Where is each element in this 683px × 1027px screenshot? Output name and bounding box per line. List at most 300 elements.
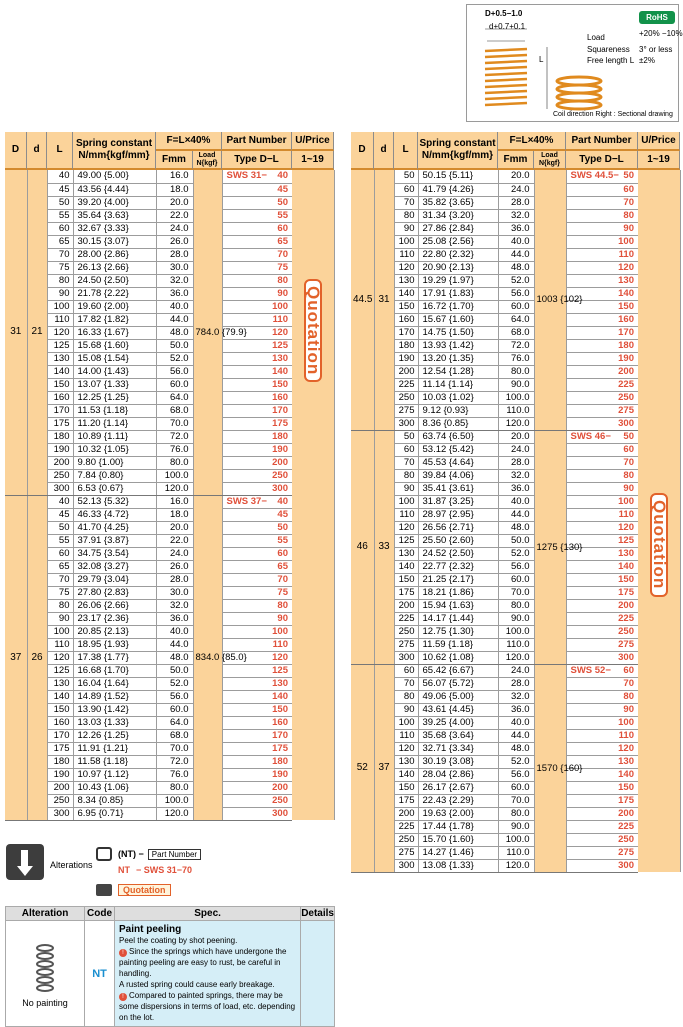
part-number-length: 45 — [277, 508, 288, 520]
part-number-length: 90 — [623, 222, 634, 234]
part-number-prefix: SWS 52− — [570, 664, 611, 676]
cell-fmm: 28.0 — [156, 573, 193, 586]
table-row — [5, 313, 334, 326]
table-row — [5, 599, 334, 612]
part-number-length: 170 — [272, 404, 288, 416]
part-number-length: 100 — [272, 625, 288, 637]
part-number-prefix: SWS 37− — [226, 495, 267, 507]
part-number-box: Part Number — [148, 849, 201, 860]
cell-fmm: 44.0 — [156, 638, 193, 651]
cell-L: 70 — [47, 248, 73, 261]
cell-fmm: 56.0 — [156, 365, 193, 378]
quotation-badge[interactable]: Quotation — [304, 279, 322, 382]
cell-spring-constant: 12.75 {1.30} — [418, 625, 498, 638]
cell-part-number — [566, 664, 638, 677]
right-h-d: d — [374, 132, 394, 170]
table-row — [351, 404, 680, 417]
cell-fmm: 18.0 — [156, 508, 193, 521]
table-row — [5, 469, 334, 482]
nt-example-row — [96, 862, 201, 878]
cell-L: 160 — [394, 313, 418, 326]
table-row — [5, 664, 334, 677]
part-number-length: 150 — [272, 378, 288, 390]
cell-L: 55 — [47, 534, 73, 547]
cell-fmm: 24.0 — [498, 664, 534, 677]
cell-fmm: 64.0 — [498, 313, 534, 326]
part-number-length: 140 — [618, 287, 634, 299]
cell-spring-constant: 9.12 {0.93} — [418, 404, 498, 417]
cell-L: 65 — [47, 235, 73, 248]
cell-spring-constant: 14.75 {1.50} — [418, 326, 498, 339]
cell-fmm: 20.0 — [156, 521, 193, 534]
part-number-length: 225 — [618, 378, 634, 390]
cell-fmm: 52.0 — [498, 274, 534, 287]
cell-part-number — [222, 430, 292, 443]
cell-fmm: 24.0 — [156, 547, 193, 560]
part-number-length: 120 — [618, 742, 634, 754]
table-row — [5, 222, 334, 235]
cell-fmm: 80.0 — [498, 807, 534, 820]
cell-L: 120 — [394, 261, 418, 274]
cell-part-number — [566, 677, 638, 690]
cell-L: 140 — [394, 287, 418, 300]
cell-spring-constant: 25.08 {2.56} — [418, 235, 498, 248]
cell-fmm: 24.0 — [498, 443, 534, 456]
table-row — [5, 183, 334, 196]
cell-spring-constant: 13.03 {1.33} — [73, 716, 156, 729]
cell-fmm: 40.0 — [498, 235, 534, 248]
cell-L: 50 — [394, 430, 418, 443]
cell-spring-constant: 24.52 {2.50} — [418, 547, 498, 560]
cell-spring-constant: 10.89 {1.11} — [73, 430, 156, 443]
cell-part-number — [222, 625, 292, 638]
part-number-length: 225 — [618, 820, 634, 832]
part-number-length: 250 — [272, 794, 288, 806]
quotation-row — [96, 882, 201, 898]
table-row — [5, 508, 334, 521]
cell-fmm: 56.0 — [156, 690, 193, 703]
cell-L: 100 — [394, 235, 418, 248]
table-row — [5, 586, 334, 599]
quotation-button[interactable]: Quotation — [118, 884, 171, 896]
cell-spring-constant: 12.26 {1.25} — [73, 729, 156, 742]
cell-L: 90 — [47, 612, 73, 625]
cell-spring-constant: 8.34 {0.85} — [73, 794, 156, 807]
cell-fmm: 60.0 — [498, 573, 534, 586]
table-row — [351, 820, 680, 833]
part-number-length: 125 — [272, 339, 288, 351]
part-number-length: 300 — [272, 807, 288, 819]
cell-fmm: 28.0 — [156, 248, 193, 261]
cell-spring-constant: 28.97 {2.95} — [418, 508, 498, 521]
cell-part-number — [222, 742, 292, 755]
cell-spring-constant: 53.12 {5.42} — [418, 443, 498, 456]
cell-part-number — [222, 443, 292, 456]
cell-L: 300 — [47, 807, 73, 820]
cell-part-number — [222, 300, 292, 313]
cell-L: 190 — [47, 768, 73, 781]
cell-L: 150 — [47, 378, 73, 391]
cell-spring-constant: 13.90 {1.42} — [73, 703, 156, 716]
cell-spring-constant: 26.56 {2.71} — [418, 521, 498, 534]
cell-spring-constant: 13.20 {1.35} — [418, 352, 498, 365]
cell-fmm: 50.0 — [156, 664, 193, 677]
cell-fmm: 68.0 — [156, 729, 193, 742]
part-number-length: 190 — [272, 768, 288, 780]
cell-part-number — [566, 274, 638, 287]
table-row — [351, 469, 680, 482]
cell-price — [638, 430, 680, 664]
table-row — [351, 742, 680, 755]
cell-L: 40 — [47, 170, 73, 183]
part-number-length: 300 — [618, 651, 634, 663]
cell-fmm: 56.0 — [498, 287, 534, 300]
left-h-range: 1~19 — [292, 151, 334, 170]
cell-L: 50 — [47, 196, 73, 209]
table-row — [5, 573, 334, 586]
cell-spring-constant: 12.25 {1.25} — [73, 391, 156, 404]
cell-part-number — [222, 755, 292, 768]
table-row — [351, 235, 680, 248]
part-number-length: 170 — [272, 729, 288, 741]
cell-spring-constant: 26.13 {2.66} — [73, 261, 156, 274]
cell-part-number — [566, 716, 638, 729]
cell-spring-constant: 32.08 {3.27} — [73, 560, 156, 573]
cell-part-number — [566, 339, 638, 352]
cell-spring-constant: 34.75 {3.54} — [73, 547, 156, 560]
part-number-length: 80 — [623, 209, 634, 221]
cell-L: 175 — [47, 417, 73, 430]
warning-icon: ! — [119, 993, 127, 1001]
part-number-length: 60 — [623, 664, 634, 676]
table-row — [5, 404, 334, 417]
cell-fmm: 80.0 — [498, 599, 534, 612]
cell-part-number — [566, 742, 638, 755]
cell-fmm: 120.0 — [156, 807, 193, 820]
cell-spring-constant: 12.54 {1.28} — [418, 365, 498, 378]
cell-spring-constant: 10.32 {1.05} — [73, 443, 156, 456]
cell-L: 90 — [47, 287, 73, 300]
cell-spring-constant: 15.67 {1.60} — [418, 313, 498, 326]
cell-L: 75 — [47, 261, 73, 274]
alteration-cell — [6, 921, 85, 1027]
cell-fmm: 100.0 — [156, 794, 193, 807]
cell-fmm: 100.0 — [156, 469, 193, 482]
cell-L: 275 — [394, 638, 418, 651]
cell-L: 250 — [47, 469, 73, 482]
cell-spring-constant: 13.08 {1.33} — [418, 859, 498, 872]
table-row — [5, 807, 334, 820]
part-number-length: 160 — [272, 716, 288, 728]
cell-D: 31 — [5, 170, 27, 495]
cell-spring-constant: 30.15 {3.07} — [73, 235, 156, 248]
cell-D: 52 — [351, 664, 374, 872]
cell-part-number — [566, 859, 638, 872]
table-row — [351, 456, 680, 469]
cell-L: 125 — [47, 664, 73, 677]
cell-part-number — [222, 313, 292, 326]
cell-L: 150 — [394, 300, 418, 313]
cell-L: 70 — [394, 456, 418, 469]
cell-part-number — [566, 378, 638, 391]
table-row — [5, 417, 334, 430]
cell-L: 140 — [47, 690, 73, 703]
cell-spring-constant: 39.84 {4.06} — [418, 469, 498, 482]
table-row — [351, 560, 680, 573]
cell-load: 784.0 {79.9} — [193, 170, 222, 495]
table-row — [5, 443, 334, 456]
cell-L: 140 — [47, 365, 73, 378]
table-row — [351, 664, 680, 677]
part-number-prefix: SWS 44.5− — [570, 170, 619, 182]
cell-spring-constant: 26.06 {2.66} — [73, 599, 156, 612]
right-h-fmm: Fmm — [498, 151, 534, 170]
cell-fmm: 56.0 — [498, 560, 534, 573]
cell-fmm: 32.0 — [156, 274, 193, 287]
part-number-length: 300 — [618, 859, 634, 871]
part-number-length: 75 — [277, 261, 288, 273]
part-number-length: 300 — [272, 482, 288, 494]
cell-fmm: 44.0 — [498, 248, 534, 261]
part-number-length: 275 — [618, 638, 634, 650]
h-spec: Spec. — [115, 907, 301, 921]
cell-spring-constant: 23.17 {2.36} — [73, 612, 156, 625]
cell-spring-constant: 9.80 {1.00} — [73, 456, 156, 469]
part-number-length: 130 — [272, 352, 288, 364]
table-row — [351, 768, 680, 781]
cell-L: 60 — [394, 664, 418, 677]
left-h-fmm: Fmm — [156, 151, 193, 170]
part-number-length: 40 — [277, 495, 288, 507]
cell-part-number — [566, 729, 638, 742]
part-number-length: 110 — [618, 248, 634, 260]
cell-L: 170 — [47, 729, 73, 742]
part-number-length: 140 — [618, 768, 634, 780]
cell-spring-constant: 35.68 {3.64} — [418, 729, 498, 742]
cell-fmm: 40.0 — [498, 495, 534, 508]
cell-fmm: 40.0 — [156, 300, 193, 313]
right-h-pn: Part Number — [566, 132, 638, 151]
cell-fmm: 120.0 — [498, 651, 534, 664]
part-number-length: 130 — [618, 274, 634, 286]
cell-spring-constant: 15.08 {1.54} — [73, 352, 156, 365]
right-h-D: D — [351, 132, 374, 170]
cell-L: 175 — [394, 794, 418, 807]
cell-spring-constant: 11.58 {1.18} — [73, 755, 156, 768]
cell-L: 130 — [394, 274, 418, 287]
cell-fmm: 48.0 — [498, 261, 534, 274]
part-number-length: 60 — [623, 183, 634, 195]
cell-L: 300 — [394, 859, 418, 872]
cell-L: 120 — [394, 742, 418, 755]
cell-fmm: 26.0 — [156, 560, 193, 573]
cell-part-number — [222, 677, 292, 690]
cell-spring-constant: 16.72 {1.70} — [418, 300, 498, 313]
cell-L: 70 — [394, 677, 418, 690]
cell-part-number — [222, 716, 292, 729]
cell-L: 65 — [47, 560, 73, 573]
cell-spring-constant: 24.50 {2.50} — [73, 274, 156, 287]
cell-price — [292, 170, 334, 495]
cell-part-number — [566, 456, 638, 469]
cell-L: 45 — [47, 183, 73, 196]
cell-part-number — [566, 235, 638, 248]
cell-spring-constant: 28.00 {2.86} — [73, 248, 156, 261]
spec-title: Paint peeling — [119, 924, 182, 935]
left-spec-table — [5, 170, 335, 821]
table-row — [351, 859, 680, 872]
table-row — [351, 430, 680, 443]
cell-L: 250 — [47, 794, 73, 807]
table-row — [351, 417, 680, 430]
cell-part-number — [222, 352, 292, 365]
cell-spring-constant: 15.70 {1.60} — [418, 833, 498, 846]
cell-L: 225 — [394, 612, 418, 625]
cell-spring-constant: 8.36 {0.85} — [418, 417, 498, 430]
table-row — [5, 534, 334, 547]
part-number-length: 180 — [272, 755, 288, 767]
table-row — [351, 729, 680, 742]
part-number-length: 100 — [618, 235, 634, 247]
cell-spring-constant: 35.82 {3.65} — [418, 196, 498, 209]
part-number-length: 180 — [272, 430, 288, 442]
truck-icon — [96, 884, 112, 896]
part-number-length: 200 — [618, 365, 634, 377]
cell-L: 90 — [394, 482, 418, 495]
cell-spring-constant: 32.67 {3.33} — [73, 222, 156, 235]
cell-spring-constant: 18.21 {1.86} — [418, 586, 498, 599]
cell-fmm: 20.0 — [498, 170, 534, 183]
part-number-length: 120 — [272, 326, 288, 338]
quotation-badge[interactable]: Quotation — [650, 493, 668, 596]
cell-fmm: 32.0 — [498, 690, 534, 703]
part-number-length: 200 — [272, 781, 288, 793]
table-row — [351, 326, 680, 339]
part-number-length: 150 — [618, 781, 634, 793]
part-number-length: 160 — [272, 391, 288, 403]
cell-L: 200 — [47, 781, 73, 794]
cell-part-number — [566, 612, 638, 625]
cell-part-number — [566, 846, 638, 859]
table-row — [351, 339, 680, 352]
cell-L: 150 — [47, 703, 73, 716]
cell-L: 60 — [394, 443, 418, 456]
cell-part-number — [566, 248, 638, 261]
cell-L: 75 — [47, 586, 73, 599]
cell-spring-constant: 17.91 {1.83} — [418, 287, 498, 300]
cell-L: 45 — [47, 508, 73, 521]
cell-part-number — [566, 625, 638, 638]
warning-icon: ! — [119, 949, 127, 957]
cell-D: 46 — [351, 430, 374, 664]
cell-part-number — [222, 209, 292, 222]
cell-spring-constant: 20.85 {2.13} — [73, 625, 156, 638]
cell-L: 80 — [394, 690, 418, 703]
cell-L: 300 — [47, 482, 73, 495]
table-row — [5, 287, 334, 300]
cell-part-number — [222, 469, 292, 482]
cell-L: 90 — [394, 703, 418, 716]
cell-part-number — [222, 664, 292, 677]
cell-spring-constant: 39.20 {4.00} — [73, 196, 156, 209]
table-row — [5, 729, 334, 742]
cell-fmm: 20.0 — [498, 430, 534, 443]
table-row — [351, 222, 680, 235]
table-row — [5, 638, 334, 651]
cell-spring-constant: 52.13 {5.32} — [73, 495, 156, 508]
cell-fmm: 36.0 — [498, 482, 534, 495]
table-row — [351, 300, 680, 313]
part-number-length: 70 — [623, 456, 634, 468]
table-row — [351, 183, 680, 196]
cell-spring-constant: 31.34 {3.20} — [418, 209, 498, 222]
cell-fmm: 100.0 — [498, 833, 534, 846]
alteration-notes — [96, 846, 201, 898]
part-number-length: 110 — [618, 729, 634, 741]
cell-fmm: 90.0 — [498, 378, 534, 391]
cell-L: 120 — [47, 651, 73, 664]
cell-spring-constant: 15.94 {1.63} — [418, 599, 498, 612]
cell-spring-constant: 13.93 {1.42} — [418, 339, 498, 352]
table-row — [351, 534, 680, 547]
cell-part-number — [222, 521, 292, 534]
part-number-length: 50 — [277, 521, 288, 533]
cell-fmm: 70.0 — [156, 742, 193, 755]
cell-spring-constant: 45.53 {4.64} — [418, 456, 498, 469]
cell-part-number — [566, 430, 638, 443]
table-row — [5, 248, 334, 261]
part-number-length: 110 — [272, 638, 288, 650]
cell-spring-constant: 16.33 {1.67} — [73, 326, 156, 339]
part-number-length: 150 — [618, 573, 634, 585]
alterations-box — [6, 836, 92, 892]
cell-part-number — [566, 404, 638, 417]
cell-fmm: 24.0 — [498, 183, 534, 196]
cell-spring-constant: 19.63 {2.00} — [418, 807, 498, 820]
cell-part-number — [222, 404, 292, 417]
cell-load: 1275 {130} — [534, 430, 566, 664]
part-number-length: 50 — [277, 196, 288, 208]
cell-L: 225 — [394, 378, 418, 391]
cell-price — [638, 664, 680, 872]
table-row — [351, 248, 680, 261]
table-row — [351, 352, 680, 365]
cell-L: 110 — [47, 313, 73, 326]
cell-load: 1003 {102} — [534, 170, 566, 430]
table-row — [5, 768, 334, 781]
cell-L: 110 — [394, 508, 418, 521]
part-number-length: 55 — [277, 209, 288, 221]
table-row — [5, 482, 334, 495]
cell-L: 60 — [47, 222, 73, 235]
part-number-length: 80 — [277, 599, 288, 611]
table-row — [351, 196, 680, 209]
cell-d: 33 — [374, 430, 394, 664]
part-number-length: 175 — [272, 417, 288, 429]
part-number-length: 140 — [272, 690, 288, 702]
warn-1: ! Since the springs which have undergone the painting peeling are easy to rust, be careful in handling. — [119, 947, 287, 978]
cell-part-number — [222, 495, 292, 508]
cell-L: 125 — [47, 339, 73, 352]
cell-part-number — [222, 573, 292, 586]
cell-L: 60 — [47, 547, 73, 560]
table-row — [5, 378, 334, 391]
right-h-spring: Spring constant N/mm{kgf/mm} — [418, 132, 498, 170]
part-number-length: 130 — [618, 547, 634, 559]
cell-L: 80 — [394, 469, 418, 482]
cell-spring-constant: 14.00 {1.43} — [73, 365, 156, 378]
table-row — [5, 352, 334, 365]
